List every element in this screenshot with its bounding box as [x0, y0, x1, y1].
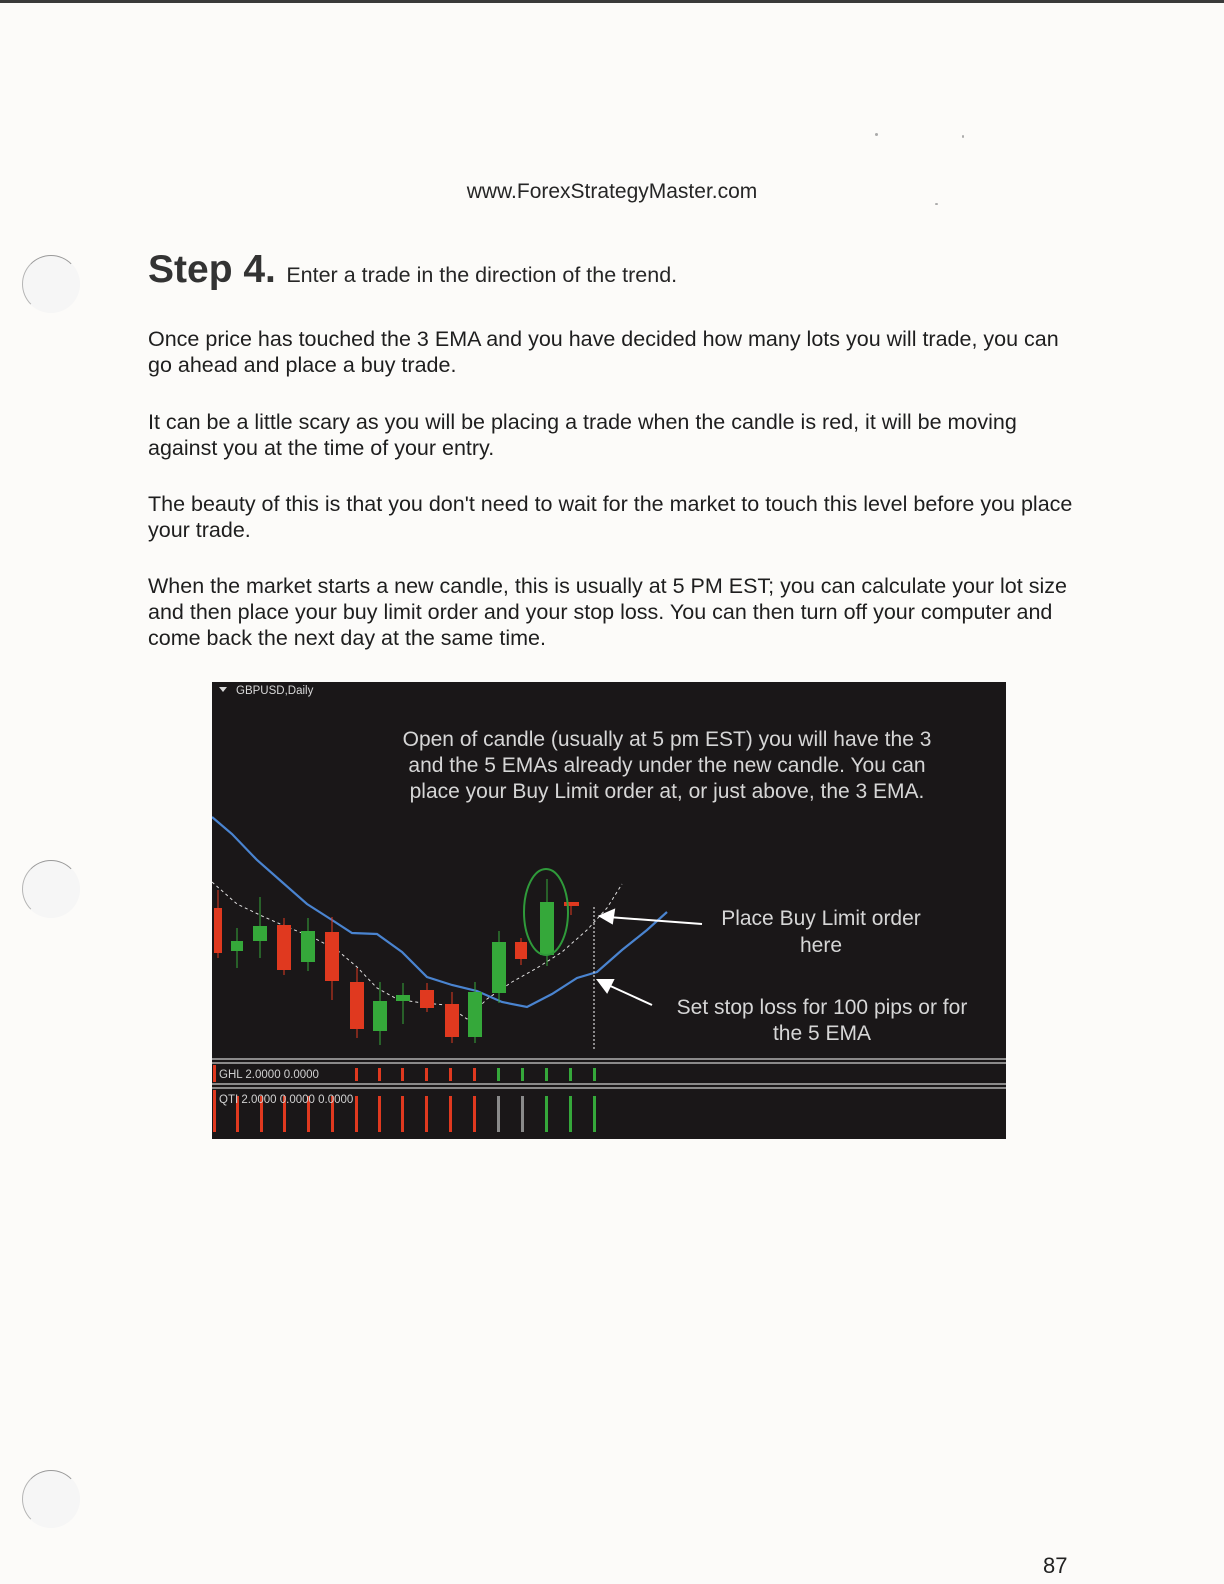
annotation-stop-line: Set stop loss for 100 pips or for: [676, 996, 968, 1019]
candle-bull: [396, 995, 410, 1001]
candle-bear: [325, 932, 339, 981]
step-subtitle: Enter a trade in the direction of the trend.: [286, 263, 678, 287]
annotation-top-line: Open of candle (usually at 5 pm EST) you will have the 3: [402, 728, 932, 751]
paragraph: It can be a little scary as you will be placing a trade when the candle is red, it will be moving against you at the time of your entry.: [148, 410, 1017, 460]
chart-svg: [212, 682, 1006, 1139]
binder-hole: [22, 1470, 80, 1528]
dropdown-icon: [219, 687, 227, 692]
candle-bear: [564, 902, 579, 906]
stop-arrow: [606, 984, 652, 1005]
candle-bear: [515, 942, 527, 959]
annotation-top-line: and the 5 EMAs already under the new candle. You can: [408, 754, 926, 777]
buy-arrow-head: [600, 910, 614, 923]
candle-bear: [420, 990, 434, 1008]
candle-bull: [468, 992, 482, 1037]
symbol-label: GBPUSD,Daily: [236, 685, 314, 697]
website-header: www.ForexStrategyMaster.com: [466, 180, 758, 203]
stop-arrow-head: [598, 980, 613, 992]
indicator-2-label: QTI 2.0000 0.0000 0.0000: [219, 1094, 354, 1106]
binder-hole: [22, 255, 80, 313]
candle-bear: [350, 982, 364, 1029]
candle-bull: [373, 1001, 387, 1031]
ema5-line: [212, 817, 667, 1007]
annotation-buy-line: here: [799, 934, 843, 957]
indicator-1-label: GHL 2.0000 0.0000: [219, 1069, 319, 1081]
scan-speck: [962, 135, 964, 138]
chart-screenshot: [212, 682, 1006, 1139]
annotation-buy-line: Place Buy Limit order: [721, 907, 921, 930]
scan-top-edge: [0, 0, 1224, 3]
step-heading: Step 4.: [148, 248, 276, 291]
paragraph: When the market starts a new candle, this is usually at 5 PM EST; you can calculate your lot size and then place your buy limit order and your stop loss. You can then turn off your computer and come back the next day at the same time.: [148, 574, 1067, 650]
candle-bear: [445, 1004, 459, 1037]
paragraph: Once price has touched the 3 EMA and you have decided how many lots you will trade, you can go ahead and place a buy trade.: [148, 327, 1059, 377]
step-title: [148, 248, 677, 292]
scan-speck: [875, 133, 878, 136]
paragraph: The beauty of this is that you don't need to wait for the market to touch this level before you place your trade.: [148, 492, 1073, 542]
candle-bear: [277, 925, 291, 970]
annotation-top-line: place your Buy Limit order at, or just above, the 3 EMA.: [409, 780, 925, 803]
annotation-stop-line: the 5 EMA: [772, 1022, 872, 1045]
candle-bear: [214, 908, 222, 953]
page-number: 87: [1043, 1553, 1068, 1578]
ema3-line: [212, 882, 622, 1019]
candle-bull: [540, 902, 554, 955]
candle-bull: [253, 926, 267, 941]
binder-hole: [22, 860, 80, 918]
candle-bull: [301, 931, 315, 962]
candle-bull: [231, 941, 243, 951]
candle-bull: [492, 942, 506, 993]
